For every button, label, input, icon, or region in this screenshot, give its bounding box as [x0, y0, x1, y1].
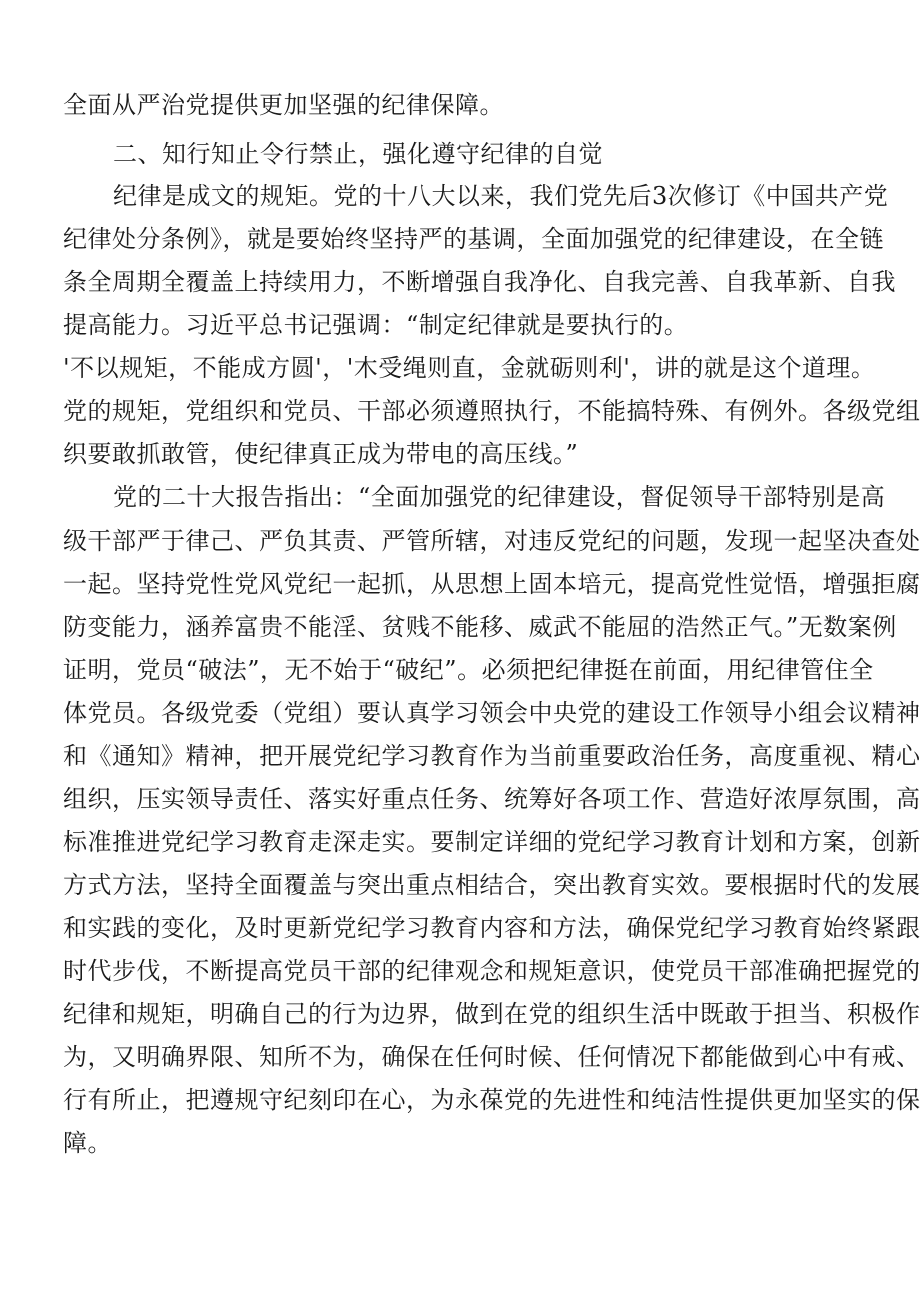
text-line-1: 全面从严治党提供更加坚强的纪律保障。	[63, 91, 504, 119]
section-heading: 二、知行知止令行禁止，强化遵守纪律的自觉	[113, 140, 603, 168]
text-line-15: 体党员。各级党委（党组）要认真学习领会中央党的建设工作领导小组会议精神	[63, 699, 920, 727]
text-line-21: 时代步伐，不断提高党员干部的纪律观念和规矩意识，使党员干部准确把握党的	[63, 957, 920, 985]
text-line-22: 纪律和规矩，明确自己的行为边界，做到在党的组织生活中既敢于担当、积极作	[63, 1000, 920, 1028]
text-line-17: 组织，压实领导责任、落实好重点任务、统筹好各项工作、营造好浓厚氛围，高	[63, 785, 920, 813]
text-line-8: 党的规矩，党组织和党员、干部必须遵照执行，不能搞特殊、有例外。各级党组	[63, 397, 920, 425]
text-line-4: 纪律处分条例》，就是要始终坚持严的基调，全面加强党的纪律建设，在全链	[63, 225, 884, 253]
text-line-7: '不以规矩，不能成方圆'，'木受绳则直，金就砺则利'，讲的就是这个道理。	[63, 354, 876, 382]
text-line-20: 和实践的变化，及时更新党纪学习教育内容和方法，确保党纪学习教育始终紧跟	[63, 914, 920, 942]
text-line-24: 行有所止，把遵规守纪刻印在心，为永葆党的先进性和纯洁性提供更加坚实的保	[63, 1086, 920, 1114]
text-line-25: 障。	[63, 1129, 112, 1157]
text-line-19: 方式方法，坚持全面覆盖与突出重点相结合，突出教育实效。要根据时代的发展	[63, 871, 920, 899]
text-line-6: 提高能力。习近平总书记强调：“制定纪律就是要执行的。	[63, 311, 689, 339]
text-line-5: 条全周期全覆盖上持续用力，不断增强自我净化、自我完善、自我革新、自我	[63, 268, 896, 296]
text-line-13: 防变能力，涵养富贵不能淫、贫贱不能移、威武不能屈的浩然正气。”无数案例	[63, 613, 897, 641]
text-line-14: 证明，党员“破法”，无不始于“破纪”。必须把纪律挺在前面，用纪律管住全	[63, 656, 874, 684]
text-line-18: 标准推进党纪学习教育走深走实。要制定详细的党纪学习教育计划和方案，创新	[63, 828, 920, 856]
text-line-11: 级干部严于律己、严负其责、严管所辖，对违反党纪的问题，发现一起坚决查处	[63, 527, 920, 555]
text-line-3: 纪律是成文的规矩。党的十八大以来，我们党先后3次修订《中国共产党	[113, 182, 889, 210]
text-line-9: 织要敢抓敢管，使纪律真正成为带电的高压线。”	[63, 440, 579, 468]
text-line-23: 为，又明确界限、知所不为，确保在任何时候、任何情况下都能做到心中有戒、	[63, 1043, 920, 1071]
text-line-10: 党的二十大报告指出：“全面加强党的纪律建设，督促领导干部特别是高	[113, 483, 886, 511]
text-line-12: 一起。坚持党性党风党纪一起抓，从思想上固本培元，提高党性觉悟，增强拒腐	[63, 570, 920, 598]
text-line-16: 和《通知》精神，把开展党纪学习教育作为当前重要政治任务，高度重视、精心	[63, 742, 920, 770]
